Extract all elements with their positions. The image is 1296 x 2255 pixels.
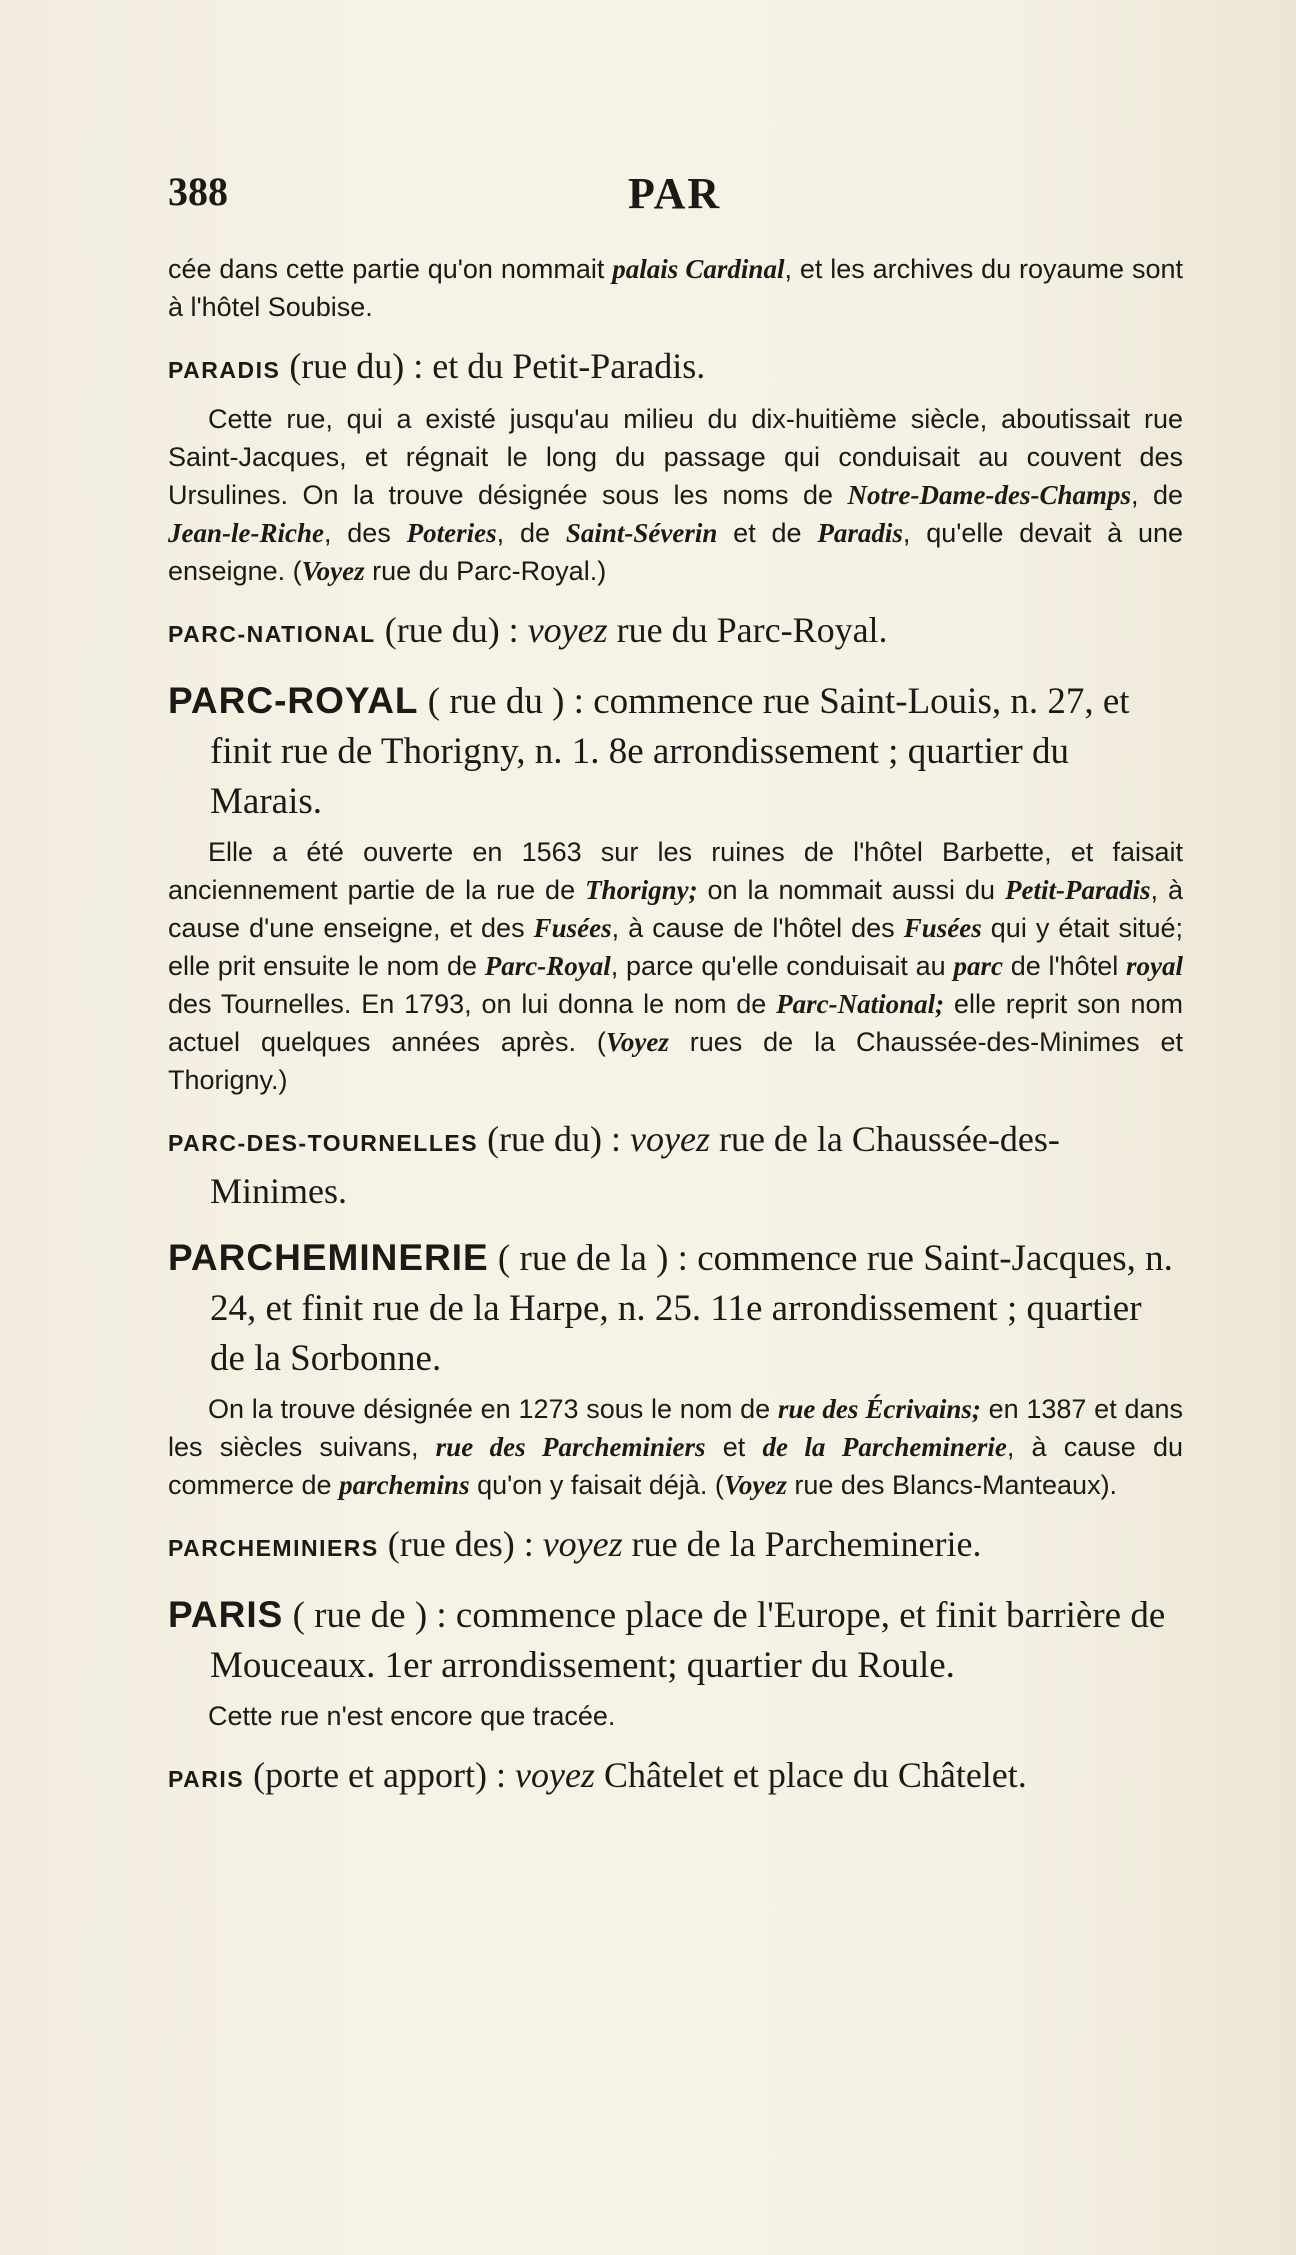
- entry-parcheminiers: PARCHEMINIERS (rue des) : voyez rue de la Parcheminerie.: [168, 1524, 982, 1564]
- entry-paris-rue-body: [168, 1697, 1183, 1735]
- paragraph: On la trouve désignée en 1273 sous le nom de rue des Écrivains; en 1387 et dans les siècles suivans, rue des Parcheminiers et de la Parcheminerie, à cause du commerce de parchemins qu'on y faisait déjà. (Voyez rue des Blancs-Manteaux).: [168, 1394, 1183, 1500]
- paragraph: Elle a été ouverte en 1563 sur les ruines de l'hôtel Barbette, et faisait anciennement partie de la rue de Thorigny; on la nommait aussi du Petit-Paradis, à cause d'une enseigne, et des Fusées, à cause de l'hôtel des Fusées qui y était situé; elle prit ensuite le nom de Parc-Royal, parce qu'elle conduisait au parc de l'hôtel royal des Tournelles. En 1793, on lui donna le nom de Parc-National; elle reprit son nom actuel quelques années après. (Voyez rues de la Chaussée-des-Minimes et Thorigny.): [168, 837, 1184, 1095]
- entry-parcheminerie: PARCHEMINERIE ( rue de la ) : commence rue Saint-Jacques, n. 24, et finit rue de la Harpe, n. 25. 11e arrondissement ; quartier de la Sorbonne.: [168, 1237, 1173, 1379]
- paragraph: Cette rue n'est encore que tracée.: [208, 1701, 616, 1731]
- entry-parc-des-tournelles: PARC-DES-TOURNELLES (rue du) : voyez rue de la Chaussée-des-Minimes.: [168, 1119, 1060, 1211]
- entry-parc-royal: PARC-ROYAL ( rue du ) : commence rue Saint-Louis, n. 27, et finit rue de Thorigny, n. 1. 8e arrondissement ; quartier du Marais.: [168, 680, 1130, 822]
- page-header: [168, 168, 1168, 228]
- entry-heading: PARC-ROYAL: [168, 680, 419, 721]
- entry-term: PARADIS: [168, 357, 281, 383]
- entry-paris-porte: PARIS (porte et apport) : voyez Châtelet et place du Châtelet.: [168, 1755, 1027, 1795]
- paragraph: Cette rue, qui a existé jusqu'au milieu du dix-huitième siècle, aboutissait rue Saint-Jacques, et régnait le long du passage qui conduisait au couvent des Ursulines. On la trouve désignée sous les noms de Notre-Dame-des-Champs, de Jean-le-Riche, des Poteries, de Saint-Séverin et de Paradis, qu'elle devait à une enseigne. (Voyez rue du Parc-Royal.): [168, 404, 1183, 586]
- entry-paradis: PARADIS (rue du) : et du Petit-Paradis.: [168, 346, 706, 386]
- entry-parc-national: PARC-NATIONAL (rue du) : voyez rue du Parc-Royal.: [168, 610, 888, 650]
- entry-heading: PARIS: [168, 1594, 284, 1635]
- entry-heading: PARCHEMINERIE: [168, 1237, 489, 1278]
- entry-paris-rue: PARIS ( rue de ) : commence place de l'Europe, et finit barrière de Mouceaux. 1er arrondissement; quartier du Roule.: [168, 1594, 1166, 1686]
- page-number: 388: [168, 169, 228, 214]
- running-head: PAR: [628, 169, 722, 218]
- entry-term: PARC-DES-TOURNELLES: [168, 1130, 479, 1156]
- carry-over-paragraph: cée dans cette partie qu'on nommait palais Cardinal, et les archives du royaume sont à l'hôtel Soubise.: [168, 254, 1183, 322]
- entry-parcheminerie-body: [168, 1390, 1183, 1504]
- entry-term: PARC-NATIONAL: [168, 621, 376, 647]
- entry-term: PARCHEMINIERS: [168, 1535, 379, 1561]
- page-content: [168, 250, 1183, 1803]
- entry-paradis-body: [168, 400, 1183, 590]
- entry-term: PARIS: [168, 1766, 245, 1792]
- entry-parc-royal-body: [168, 833, 1183, 1099]
